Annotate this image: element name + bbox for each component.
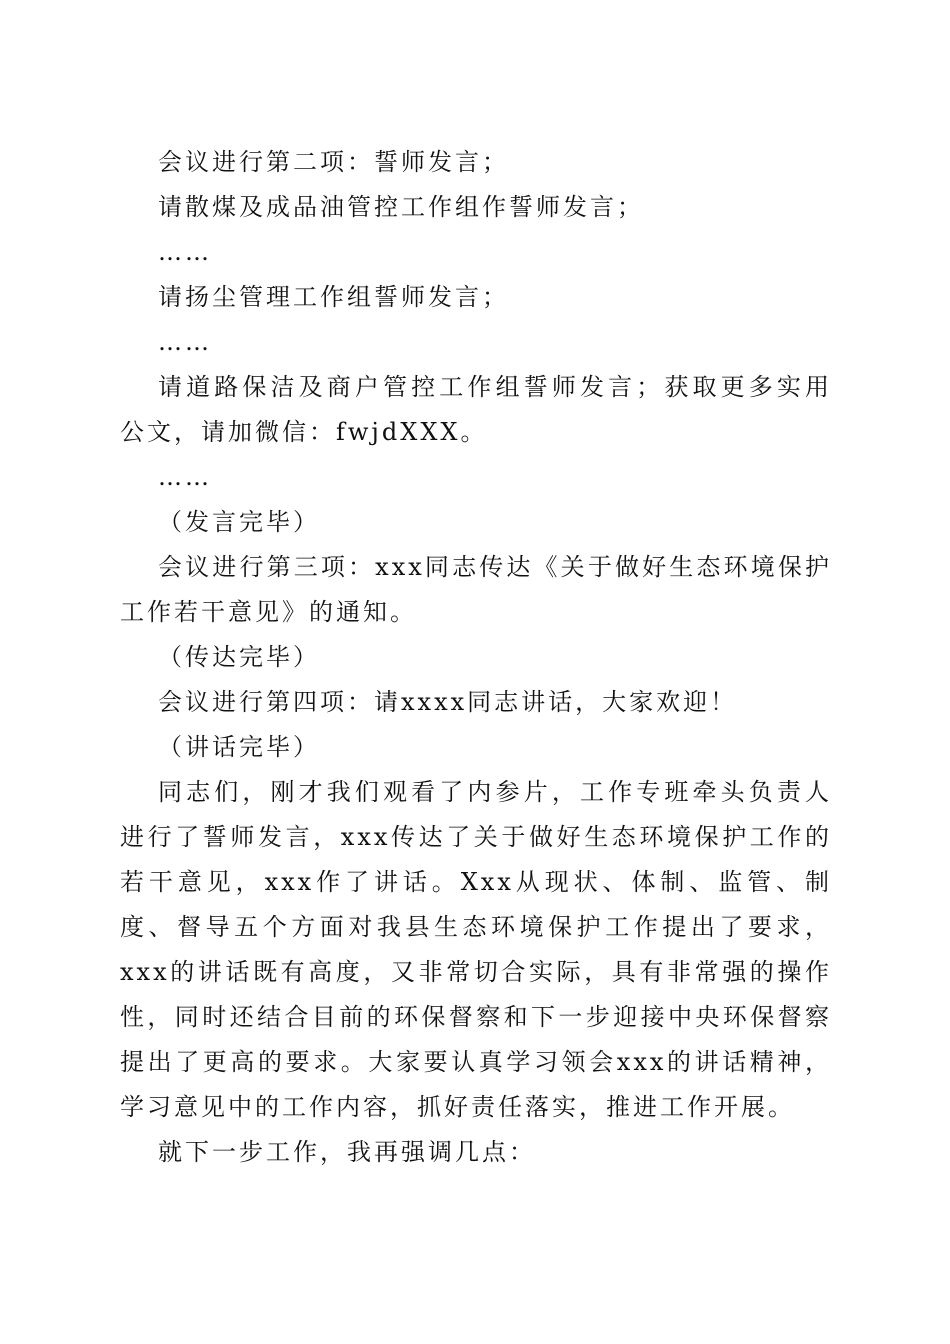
paragraph-item-2-announcement: 会议进行第二项：誓师发言；	[158, 148, 509, 176]
paragraph-item-3-announcement: 会议进行第三项：xxx同志传达《关于做好生态环境保护工作若干意见》的通知。	[120, 553, 832, 626]
paragraph-relay-finished: （传达完毕）	[158, 643, 320, 671]
paragraph-invite-coal-group: 请散煤及成品油管控工作组作誓师发言；	[158, 193, 644, 221]
paragraph-talk-finished: （讲话完毕）	[158, 733, 320, 761]
paragraph-ellipsis: ……	[158, 328, 212, 356]
paragraph-invite-road-group: 请道路保洁及商户管控工作组誓师发言；获取更多实用公文，请加微信：fwjdXXX。	[120, 373, 832, 446]
paragraph-summary: 同志们，刚才我们观看了内参片，工作专班牵头负责人进行了誓师发言，xxx传达了关于做好生态环境保护工作的若干意见，xxx作了讲话。Xxx从现状、体制、监管、制度、督导五个方面对我县生态环境保护工作提出了要求，xxx的讲话既有高度，又非常切合实际，具有非常强的操作性，同时还结合目前的环保督察和下一步迎接中央环保督察提出了更高的要求。大家要认真学习领会xxx的讲话精神，学习意见中的工作内容，抓好责任落实，推进工作开展。	[120, 778, 832, 1121]
paragraph-invite-dust-group: 请扬尘管理工作组誓师发言；	[158, 283, 509, 311]
paragraph-ellipsis: ……	[158, 463, 212, 491]
document-body	[120, 140, 832, 1175]
paragraph-item-4-announcement: 会议进行第四项：请xxxx同志讲话，大家欢迎！	[158, 688, 738, 716]
paragraph-speech-finished: （发言完毕）	[158, 508, 320, 536]
paragraph-ellipsis: ……	[158, 238, 212, 266]
paragraph-next-steps: 就下一步工作，我再强调几点：	[158, 1138, 536, 1166]
